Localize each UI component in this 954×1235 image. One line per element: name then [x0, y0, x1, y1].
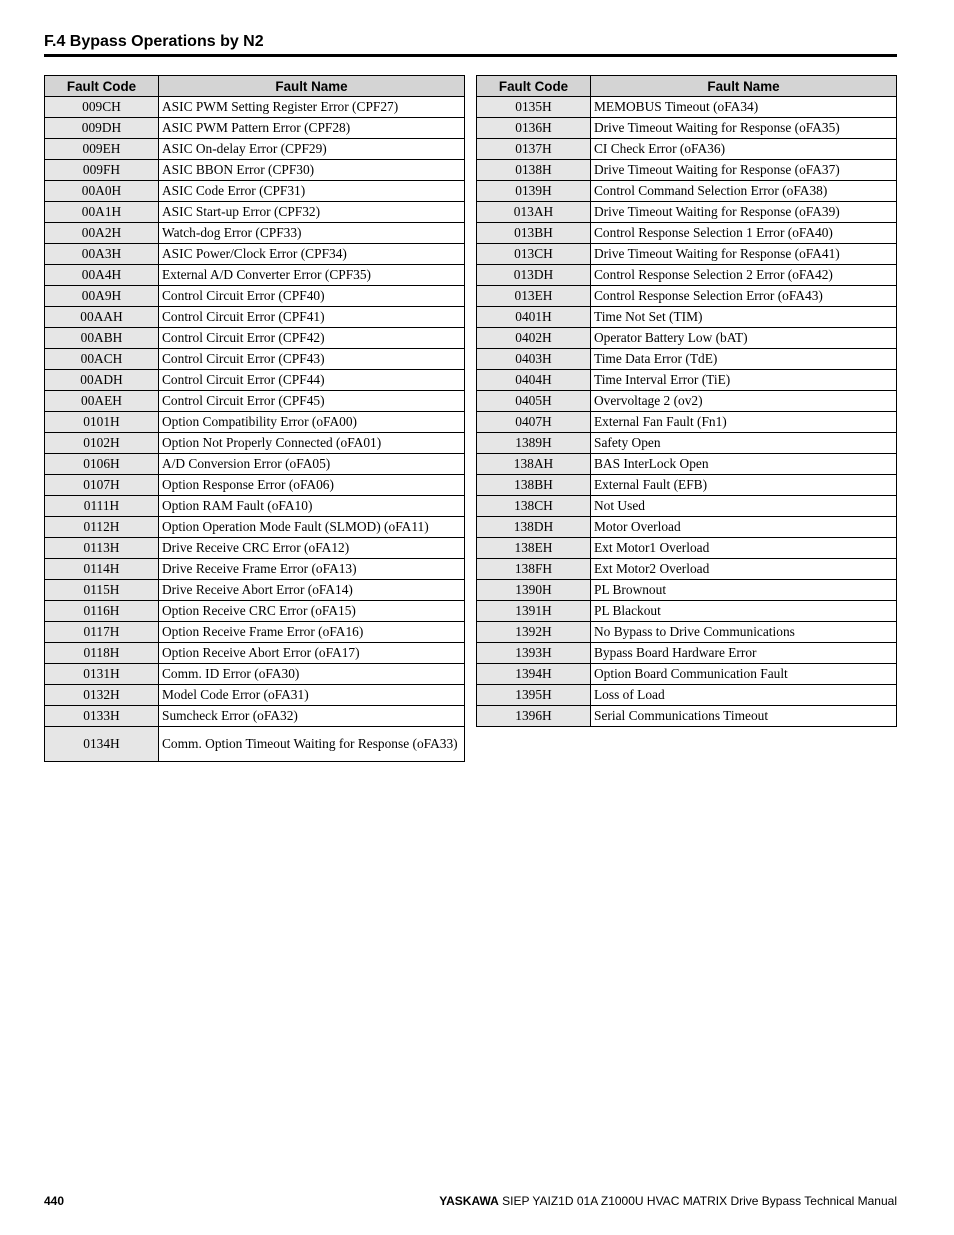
fault-name-cell: No Bypass to Drive Communications [591, 622, 897, 643]
fault-name-cell: Loss of Load [591, 685, 897, 706]
fault-code-cell: 0131H [45, 664, 159, 685]
fault-name-cell: Serial Communications Timeout [591, 706, 897, 727]
fault-code-cell: 1392H [477, 622, 591, 643]
fault-code-cell: 00A3H [45, 244, 159, 265]
fault-code-cell: 0402H [477, 328, 591, 349]
fault-code-cell: 138BH [477, 475, 591, 496]
table-row [45, 391, 465, 412]
table-row [45, 643, 465, 664]
fault-code-cell: 009EH [45, 139, 159, 160]
table-row [477, 391, 897, 412]
fault-name-cell: Safety Open [591, 433, 897, 454]
fault-name-cell: Drive Timeout Waiting for Response (oFA35) [591, 118, 897, 139]
fault-name-cell: Control Circuit Error (CPF42) [159, 328, 465, 349]
fault-name-cell: Control Circuit Error (CPF44) [159, 370, 465, 391]
fault-name-cell: Drive Timeout Waiting for Response (oFA37) [591, 160, 897, 181]
fault-code-cell: 00A0H [45, 181, 159, 202]
table-row [45, 538, 465, 559]
fault-code-cell: 0401H [477, 307, 591, 328]
fault-code-cell: 0132H [45, 685, 159, 706]
fault-code-cell: 0136H [477, 118, 591, 139]
table-row [45, 328, 465, 349]
table-row [45, 181, 465, 202]
title-divider [44, 54, 897, 57]
fault-name-cell: Option Board Communication Fault [591, 664, 897, 685]
fault-code-cell: 1393H [477, 643, 591, 664]
fault-code-cell: 1391H [477, 601, 591, 622]
fault-name-cell: Control Circuit Error (CPF43) [159, 349, 465, 370]
table-row [477, 370, 897, 391]
fault-name-cell: Option Receive Frame Error (oFA16) [159, 622, 465, 643]
fault-code-table-right [476, 75, 897, 727]
table-row [45, 160, 465, 181]
fault-name-cell: MEMOBUS Timeout (oFA34) [591, 97, 897, 118]
fault-code-cell: 00ABH [45, 328, 159, 349]
table-row [477, 244, 897, 265]
table-row [45, 97, 465, 118]
fault-code-cell: 00A2H [45, 223, 159, 244]
fault-code-cell: 00A9H [45, 286, 159, 307]
table-row [45, 559, 465, 580]
table-row [477, 559, 897, 580]
table-row [45, 412, 465, 433]
table-row [45, 202, 465, 223]
table-row [477, 118, 897, 139]
table-row [477, 601, 897, 622]
table-header-row [477, 76, 897, 97]
table-row [477, 664, 897, 685]
fault-name-cell: Option Operation Mode Fault (SLMOD) (oFA11) [159, 517, 465, 538]
fault-name-cell: Time Data Error (TdE) [591, 349, 897, 370]
table-row [477, 349, 897, 370]
fault-name-cell: ASIC Power/Clock Error (CPF34) [159, 244, 465, 265]
fault-name-cell: Drive Receive Abort Error (oFA14) [159, 580, 465, 601]
table-row [477, 265, 897, 286]
fault-code-cell: 0139H [477, 181, 591, 202]
table-row [477, 328, 897, 349]
fault-code-cell: 0133H [45, 706, 159, 727]
fault-code-cell: 0404H [477, 370, 591, 391]
fault-name-cell: Control Response Selection 1 Error (oFA40) [591, 223, 897, 244]
fault-code-cell: 00ACH [45, 349, 159, 370]
table-row [477, 202, 897, 223]
table-row [45, 622, 465, 643]
table-row [45, 517, 465, 538]
table-row [477, 643, 897, 664]
fault-code-cell: 0116H [45, 601, 159, 622]
fault-code-cell: 0101H [45, 412, 159, 433]
column-header-fault-name: Fault Name [159, 76, 465, 97]
fault-code-cell: 013AH [477, 202, 591, 223]
table-row [477, 97, 897, 118]
table-row [477, 454, 897, 475]
page-number: 440 [44, 1194, 65, 1208]
fault-name-cell: Model Code Error (oFA31) [159, 685, 465, 706]
fault-name-cell: Watch-dog Error (CPF33) [159, 223, 465, 244]
fault-code-cell: 00ADH [45, 370, 159, 391]
fault-code-cell: 138AH [477, 454, 591, 475]
fault-name-cell: External A/D Converter Error (CPF35) [159, 265, 465, 286]
fault-name-cell: ASIC Code Error (CPF31) [159, 181, 465, 202]
fault-name-cell: Option Compatibility Error (oFA00) [159, 412, 465, 433]
fault-name-cell: Control Circuit Error (CPF45) [159, 391, 465, 412]
fault-code-cell: 1394H [477, 664, 591, 685]
table-row [45, 580, 465, 601]
fault-code-cell: 0403H [477, 349, 591, 370]
table-row [477, 622, 897, 643]
table-row [45, 433, 465, 454]
fault-code-cell: 0407H [477, 412, 591, 433]
table-row [477, 475, 897, 496]
fault-name-cell: Ext Motor1 Overload [591, 538, 897, 559]
table-row [45, 118, 465, 139]
fault-name-cell: Drive Timeout Waiting for Response (oFA39) [591, 202, 897, 223]
fault-name-cell: ASIC Start-up Error (CPF32) [159, 202, 465, 223]
fault-name-cell: Control Response Selection 2 Error (oFA42) [591, 265, 897, 286]
fault-name-cell: Control Response Selection Error (oFA43) [591, 286, 897, 307]
table-row [477, 286, 897, 307]
fault-code-cell: 0106H [45, 454, 159, 475]
fault-name-cell: Sumcheck Error (oFA32) [159, 706, 465, 727]
fault-name-cell: Drive Receive CRC Error (oFA12) [159, 538, 465, 559]
fault-code-cell: 1389H [477, 433, 591, 454]
table-row [45, 454, 465, 475]
table-row [477, 685, 897, 706]
fault-code-cell: 013CH [477, 244, 591, 265]
footer-brand: YASKAWA [439, 1194, 499, 1208]
table-row [477, 160, 897, 181]
table-row [477, 181, 897, 202]
table-row [477, 496, 897, 517]
fault-code-cell: 138FH [477, 559, 591, 580]
fault-code-cell: 013BH [477, 223, 591, 244]
fault-code-cell: 013DH [477, 265, 591, 286]
fault-code-cell: 0114H [45, 559, 159, 580]
fault-name-cell: Comm. ID Error (oFA30) [159, 664, 465, 685]
table-row [477, 412, 897, 433]
table-row [477, 517, 897, 538]
table-row [45, 265, 465, 286]
column-header-fault-code: Fault Code [45, 76, 159, 97]
fault-name-cell: Time Not Set (TIM) [591, 307, 897, 328]
fault-code-cell: 0113H [45, 538, 159, 559]
fault-name-cell: Control Command Selection Error (oFA38) [591, 181, 897, 202]
table-row [45, 307, 465, 328]
fault-name-cell: Option RAM Fault (oFA10) [159, 496, 465, 517]
fault-name-cell: Ext Motor2 Overload [591, 559, 897, 580]
table-row [45, 664, 465, 685]
column-header-fault-code: Fault Code [477, 76, 591, 97]
fault-code-cell: 0115H [45, 580, 159, 601]
fault-code-cell: 0134H [45, 727, 159, 762]
fault-name-cell: External Fan Fault (Fn1) [591, 412, 897, 433]
fault-code-cell: 00A4H [45, 265, 159, 286]
fault-code-cell: 1395H [477, 685, 591, 706]
fault-name-cell: Option Response Error (oFA06) [159, 475, 465, 496]
fault-name-cell: Drive Receive Frame Error (oFA13) [159, 559, 465, 580]
fault-code-cell: 0137H [477, 139, 591, 160]
fault-name-cell: ASIC PWM Pattern Error (CPF28) [159, 118, 465, 139]
fault-name-cell: Option Receive CRC Error (oFA15) [159, 601, 465, 622]
fault-code-cell: 00AEH [45, 391, 159, 412]
fault-code-cell: 0138H [477, 160, 591, 181]
fault-name-cell: CI Check Error (oFA36) [591, 139, 897, 160]
fault-code-cell: 00AAH [45, 307, 159, 328]
table-row [477, 706, 897, 727]
table-row [45, 496, 465, 517]
table-row [45, 286, 465, 307]
table-row [45, 370, 465, 391]
fault-name-cell: Control Circuit Error (CPF41) [159, 307, 465, 328]
fault-name-cell: Motor Overload [591, 517, 897, 538]
table-row [45, 727, 465, 762]
footer-manual-title [439, 1194, 897, 1208]
table-row [477, 538, 897, 559]
fault-name-cell: Option Not Properly Connected (oFA01) [159, 433, 465, 454]
table-row [45, 706, 465, 727]
fault-name-cell: External Fault (EFB) [591, 475, 897, 496]
fault-code-cell: 0118H [45, 643, 159, 664]
table-row [477, 223, 897, 244]
table-row [45, 139, 465, 160]
fault-code-table-left [44, 75, 465, 762]
section-title: F.4 Bypass Operations by N2 [44, 33, 264, 50]
fault-name-cell: Drive Timeout Waiting for Response (oFA41) [591, 244, 897, 265]
fault-code-cell: 0405H [477, 391, 591, 412]
fault-name-cell: Option Receive Abort Error (oFA17) [159, 643, 465, 664]
fault-code-cell: 138EH [477, 538, 591, 559]
fault-name-cell: ASIC BBON Error (CPF30) [159, 160, 465, 181]
fault-name-cell: PL Blackout [591, 601, 897, 622]
fault-name-cell: Comm. Option Timeout Waiting for Response (oFA33) [159, 727, 465, 762]
fault-name-cell: Operator Battery Low (bAT) [591, 328, 897, 349]
fault-code-cell: 0102H [45, 433, 159, 454]
fault-name-cell: ASIC On-delay Error (CPF29) [159, 139, 465, 160]
footer-manual-name: SIEP YAIZ1D 01A Z1000U HVAC MATRIX Drive Bypass Technical Manual [502, 1194, 897, 1208]
fault-code-cell: 013EH [477, 286, 591, 307]
fault-name-cell: PL Brownout [591, 580, 897, 601]
table-header-row [45, 76, 465, 97]
table-row [477, 580, 897, 601]
fault-code-cell: 0111H [45, 496, 159, 517]
fault-code-cell: 0112H [45, 517, 159, 538]
fault-code-cell: 138DH [477, 517, 591, 538]
fault-name-cell: Bypass Board Hardware Error [591, 643, 897, 664]
fault-name-cell: A/D Conversion Error (oFA05) [159, 454, 465, 475]
fault-code-cell: 1390H [477, 580, 591, 601]
fault-code-cell: 009FH [45, 160, 159, 181]
fault-name-cell: ASIC PWM Setting Register Error (CPF27) [159, 97, 465, 118]
table-row [45, 685, 465, 706]
table-row [45, 244, 465, 265]
table-row [477, 433, 897, 454]
fault-code-cell: 0107H [45, 475, 159, 496]
fault-code-cell: 0117H [45, 622, 159, 643]
column-header-fault-name: Fault Name [591, 76, 897, 97]
fault-name-cell: Control Circuit Error (CPF40) [159, 286, 465, 307]
fault-name-cell: Overvoltage 2 (ov2) [591, 391, 897, 412]
fault-code-cell: 0135H [477, 97, 591, 118]
fault-name-cell: Time Interval Error (TiE) [591, 370, 897, 391]
table-row [477, 307, 897, 328]
fault-code-cell: 00A1H [45, 202, 159, 223]
table-row [45, 475, 465, 496]
fault-name-cell: Not Used [591, 496, 897, 517]
fault-code-cell: 1396H [477, 706, 591, 727]
fault-name-cell: BAS InterLock Open [591, 454, 897, 475]
table-row [45, 223, 465, 244]
table-row [45, 349, 465, 370]
fault-code-cell: 138CH [477, 496, 591, 517]
table-row [45, 601, 465, 622]
fault-code-cell: 009DH [45, 118, 159, 139]
fault-code-cell: 009CH [45, 97, 159, 118]
table-row [477, 139, 897, 160]
